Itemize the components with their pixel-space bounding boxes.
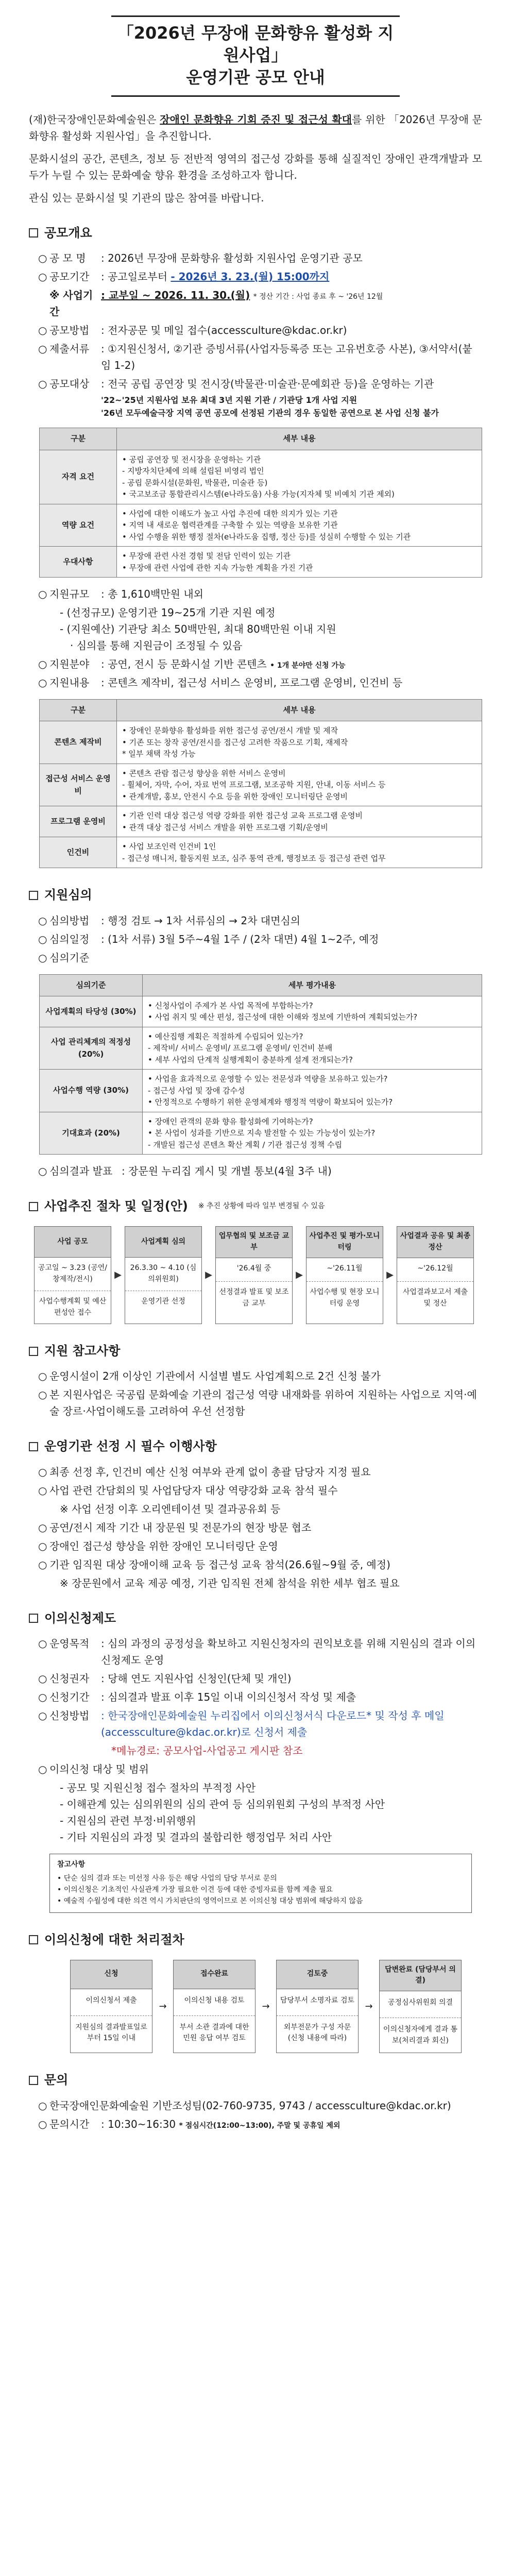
table-row bbox=[40, 721, 482, 764]
list-item-text: 세부 사업의 단계적 실행계획이 충분하게 설계 전개되는가? bbox=[155, 1055, 353, 1064]
list-item-text: - 공립 문화시설(문화원, 박물관, 미술관 등) bbox=[122, 478, 268, 487]
row-key: 심의기준 bbox=[49, 951, 90, 964]
row-value: 운영시설이 2개 이상인 기관에서 시설별 별도 사업계획으로 2건 신청 불가 bbox=[49, 1370, 381, 1383]
flow-step bbox=[70, 1960, 152, 2054]
table-row-label: 콘텐츠 제작비 bbox=[40, 721, 117, 764]
requirement-note: ※ 장문원에서 교육 제공 예정, 기관 임직원 전체 참석을 위한 세부 협조 필요 bbox=[60, 1577, 400, 1589]
arrow-right-icon: ▶ bbox=[205, 1269, 212, 1281]
row-value: : 10:30~16:30 bbox=[101, 2117, 176, 2130]
table-header: 세부 평가내용 bbox=[143, 974, 482, 996]
funding-row: ○ 지원규모 : 총 1,610백만원 내외 bbox=[38, 586, 482, 602]
notes-row: ○ 본 지원사업은 국공립 문화예술 기관의 접근성 역량 내재화를 위하여 지원하는 사업으로 지역·예술 장르·사업이해도를 고려하여 우선 선정함 bbox=[38, 1386, 482, 1419]
overview-footnote: '26년 모두예술극장 지역 공연 공모에 선정된 기관의 경우 동일한 공연으로 본 사업 신청 불가 bbox=[101, 408, 439, 418]
table-row-label: 사업수행 역량 (30%) bbox=[40, 1070, 143, 1112]
row-key: 공모방법 bbox=[49, 324, 90, 336]
flow-step-desc: 사업수행 및 현장 모니터링 운영 bbox=[310, 1287, 380, 1308]
requirement-row: ○ 공연/전시 제작 기간 내 장문원 및 전문가의 현장 방문 협조 bbox=[38, 1519, 482, 1536]
requirement-note: ※ 사업 선정 이후 오리엔테이션 및 결과공유회 등 bbox=[60, 1502, 281, 1515]
reference-item: • 단순 심의 결과 또는 미선정 사유 등은 해당 사업의 담당 부서로 문의 bbox=[57, 1874, 277, 1883]
arrow-right-icon: ▶ bbox=[114, 1269, 122, 1281]
section-header-overview bbox=[29, 224, 482, 243]
list-item-text: 본 사업이 성과를 기반으로 지속 발전할 수 있는 가능성이 있는가? bbox=[155, 1128, 376, 1138]
intro-underline: 장애인 문화향유 기회 증진 및 접근성 확대 bbox=[160, 113, 352, 126]
flow-step bbox=[173, 1960, 256, 2054]
table-row-label: 사업 관리체계의 적정성 (20%) bbox=[40, 1027, 143, 1070]
appeal-row: ○ 신청권자 : 당해 연도 지원사업 신청인(단체 및 개인) bbox=[38, 1670, 482, 1687]
table-header: 세부 내용 bbox=[117, 700, 482, 721]
table-header: 심의기준 bbox=[40, 974, 143, 996]
table-row-label: 사업계획의 타당성 (30%) bbox=[40, 996, 143, 1027]
row-value: : 공고일로부터 bbox=[101, 270, 171, 283]
row-key: 공 모 명 bbox=[49, 251, 86, 264]
appeal-process-flow bbox=[70, 1960, 482, 2054]
row-key: 제출서류 bbox=[49, 342, 90, 355]
deadline-highlight: - 2026년 3. 23.(월) 15:00까지 bbox=[171, 270, 330, 283]
list-item: • 신청사업이 주제가 본 사업 목적에 부합하는가? bbox=[148, 1001, 313, 1010]
list-item: • 사업에 대한 이해도가 높고 사업 추진에 대한 의지가 있는 기관 bbox=[122, 509, 338, 518]
title-box bbox=[111, 15, 400, 97]
row-value: : 행정 검토 → 1차 서류심의 → 2차 대면심의 bbox=[101, 914, 301, 927]
row-key: 심의결과 발표 bbox=[49, 1165, 113, 1178]
list-item-text: 관객 대상 접근성 서비스 개발을 위한 프로그램 기획/운영비 bbox=[129, 822, 328, 832]
square-bullet-icon bbox=[29, 1202, 38, 1211]
reference-text: 단순 심의 결과 또는 미선정 사유 등은 해당 사업의 담당 부서로 문의 bbox=[63, 1874, 277, 1883]
flow-step-title: 접수완료 bbox=[174, 1960, 255, 1989]
list-item-text: 사업에 대한 이해도가 높고 사업 추진에 대한 의지가 있는 기관 bbox=[129, 509, 338, 518]
list-item-text: 일부 채택 작성 가능 bbox=[128, 749, 196, 759]
overview-rows bbox=[29, 250, 482, 420]
overview-row: ○ 제출서류 : ①지원신청서, ②기관 증빙서류(사업자등록증 또는 고유번호증 사본), ③서약서(붙임 1-2) bbox=[38, 341, 482, 374]
flow-step-title: 검토중 bbox=[277, 1960, 358, 1989]
table-row-label: 역량 요건 bbox=[40, 504, 117, 547]
row-key: 신청권자 bbox=[49, 1672, 90, 1685]
notice-title-line2: 운영기관 공모 안내 bbox=[186, 67, 325, 88]
list-item-text: 지역 내 새로운 협력관계를 구축할 수 있는 역량을 보유한 기관 bbox=[129, 520, 338, 530]
row-key: 문의시간 bbox=[49, 2117, 90, 2130]
menu-path-note: *메뉴경로: 공모사업-사업공고 게시판 참조 bbox=[111, 1744, 303, 1757]
section-title: 운영기관 선정 시 필수 이행사항 bbox=[44, 1439, 217, 1454]
appeal-scope-item: - 이해관계 있는 심의위원의 심의 관여 등 심의위원회 구성의 부적정 사안 bbox=[60, 1798, 385, 1810]
arrow-right-icon: → bbox=[365, 2001, 373, 2012]
requirement-row: ○ 최종 선정 후, 인건비 예산 신청 여부와 관계 없이 총괄 담당자 지정 필요 bbox=[38, 1464, 482, 1480]
list-item-text: 공립 공연장 및 전시장을 운영하는 기관 bbox=[129, 454, 261, 464]
row-note: • 1개 분야만 신청 가능 bbox=[270, 662, 346, 670]
row-value: : 한국장애인문화예술원 누리집에서 이의신청서식 다운로드* 및 작성 후 메일(accessculture@kdac.or.kr)로 신청서 제출 bbox=[101, 1709, 445, 1738]
appeal-scope-item: - 공모 및 지원신청 접수 절차의 부적정 사안 bbox=[60, 1781, 256, 1794]
flow-step-date: ~'26.11월 bbox=[306, 1258, 383, 1282]
notice-title-line1: 「2026년 무장애 문화향유 활성화 지원사업」 bbox=[117, 23, 394, 65]
flow-step bbox=[215, 1226, 293, 1324]
flow-step-desc: 운영기관 선정 bbox=[141, 1297, 185, 1306]
overview-footnote: '22~'25년 지원사업 보유 최대 3년 지원 기관 / 기관당 1개 사업 지원 bbox=[101, 395, 357, 405]
row-value: : 총 1,610백만원 내외 bbox=[101, 588, 203, 601]
overview-row: ○ 공모대상 : 전국 공립 공연장 및 전시장(박물관·미술관·문예회관 등)을 운영하는 기관 bbox=[38, 376, 482, 392]
list-item-text: - 개발된 접근성 콘텐츠 확산 계획 / 기관 접근성 정책 수립 bbox=[148, 1140, 342, 1149]
list-item-text: 장애인 관객의 문화 향유 활성화에 기여하는가? bbox=[155, 1116, 313, 1126]
section-title: 이의신청에 대한 처리절차 bbox=[44, 1932, 184, 1947]
row-value: : 교부일 ~ 2026. 11. 30.(월) bbox=[101, 289, 250, 301]
table-row-label: 접근성 서비스 운영비 bbox=[40, 764, 117, 806]
requirement-row: ○ 사업 관련 간담회의 및 사업담당자 대상 역량강화 교육 참석 필수 bbox=[38, 1482, 482, 1499]
row-value: : 공연, 전시 등 문화시설 기반 콘텐츠 bbox=[101, 658, 267, 671]
overview-row: ○ 공 모 명 : 2026년 무장애 문화향유 활성화 지원사업 운영기관 공모 bbox=[38, 250, 482, 266]
row-key: ※ 사업기간 bbox=[49, 289, 93, 318]
intro-paragraph-3: 관심 있는 문화시설 및 기관의 많은 참여를 바랍니다. bbox=[29, 191, 264, 204]
list-item-text: - 제작비/ 서비스 운영비/ 프로그램 운영비/ 인건비 분배 bbox=[148, 1043, 333, 1053]
square-bullet-icon bbox=[29, 1442, 38, 1451]
list-item: * 일부 채택 작성 가능 bbox=[122, 749, 196, 759]
section-title: 사업추진 절차 및 일정(안) bbox=[44, 1199, 188, 1214]
section-title: 이의신청제도 bbox=[44, 1611, 116, 1625]
intro-paragraph-2: 문화시설의 공간, 콘텐츠, 정보 등 전반적 영역의 접근성 강화를 통해 실질적인 장애인 관객개발과 모두가 누릴 수 있는 문화예술 향유 환경을 조성하고자 합니다. bbox=[29, 152, 482, 181]
list-item: • 무장애 관련 사업에 관한 지속 가능한 계획을 가진 기관 bbox=[122, 563, 313, 572]
row-key: 심의방법 bbox=[49, 914, 90, 927]
list-item bbox=[122, 465, 476, 477]
list-item-text: 국고보조금 통합관리시스템(e나라도움) 사용 가능(지자체 및 비예치 기관 제외) bbox=[129, 489, 395, 499]
intro-text: 를 위한 「2026년 무장애 문화향유 활성화 지원사업」을 추진합니다. bbox=[29, 113, 483, 142]
row-value: : (1차 서류) 3월 5주~4월 1주 / (2차 대면) 4월 1~2주, 예정 bbox=[101, 933, 379, 945]
table-header-row bbox=[40, 428, 482, 450]
row-value: : 심의결과 발표 이후 15일 이내 이의신청서 작성 및 제출 bbox=[101, 1690, 356, 1703]
flow-step bbox=[276, 1960, 359, 2054]
appeal-row: ○ 운영목적 : 심의 과정의 공정성을 확보하고 지원신청자의 권익보호를 위해 지원심의 결과 이의신청제도 운영 bbox=[38, 1635, 482, 1668]
list-item-text: 기존 또는 창작 공연/전시를 접근성 고려한 작품으로 기획, 재제작 bbox=[129, 737, 348, 747]
row-value: : 심의 과정의 공정성을 확보하고 지원신청자의 권익보호를 위해 지원심의 결과 이의신청제도 운영 bbox=[101, 1637, 476, 1666]
appeal-scope-item: - 지원심의 관련 부정·비위행위 bbox=[60, 1814, 196, 1827]
row-value bbox=[101, 950, 482, 966]
flow-step-desc: 담당부서 소명자료 검토 bbox=[277, 1989, 358, 2016]
list-item: • 사업 취지 및 예산 편성, 접근성에 대한 이해와 정보에 기반하여 계획되었는가? bbox=[148, 1012, 418, 1022]
list-item-text: 사업 취지 및 예산 편성, 접근성에 대한 이해와 정보에 기반하여 계획되었는가? bbox=[155, 1012, 418, 1022]
list-item: • 사업을 효과적으로 운영할 수 있는 전문성과 역량을 보유하고 있는가? bbox=[148, 1074, 388, 1084]
notes-row: ○ 운영시설이 2개 이상인 기관에서 시설별 별도 사업계획으로 2건 신청 불가 bbox=[38, 1368, 482, 1384]
row-value: : 전자공문 및 메일 접수(accessculture@kdac.or.kr) bbox=[101, 324, 347, 336]
appeal-row: ○ 이의신청 대상 및 범위 bbox=[38, 1761, 482, 1777]
flow-step-title: 사업계획 심의 bbox=[125, 1227, 201, 1258]
row-key: 지원분야 bbox=[49, 658, 90, 671]
row-note: * 점심시간(12:00~13:00), 주말 및 공휴일 제외 bbox=[179, 2121, 340, 2130]
flow-step-title: 사업 공모 bbox=[35, 1227, 111, 1258]
flow-step-desc: 이의신청서 제출 bbox=[71, 1989, 152, 2016]
list-item bbox=[122, 853, 476, 865]
arrow-right-icon: → bbox=[262, 2001, 270, 2012]
eligibility-table bbox=[39, 428, 482, 578]
support-content-table bbox=[39, 699, 482, 868]
flow-step bbox=[379, 1960, 462, 2054]
flow-step-desc: 외부전문가 구성 자문 (신청 내용에 따라) bbox=[283, 2023, 351, 2043]
table-row-label: 인건비 bbox=[40, 837, 117, 868]
funding-rows bbox=[29, 586, 482, 691]
funding-detail: · 심의를 통해 지원금이 조정될 수 있음 bbox=[70, 639, 243, 652]
overview-row: ○ 공모방법 : 전자공문 및 메일 접수(accessculture@kdac.or.kr) bbox=[38, 322, 482, 338]
arrow-right-icon: ▶ bbox=[386, 1269, 394, 1281]
list-item: • 예산집행 계획은 적절하게 수립되어 있는가? bbox=[148, 1031, 303, 1041]
reference-text: 예술적 수월성에 대한 의견 역시 가치판단의 영역이므로 본 이의신청 대상 범위에 해당하지 않음 bbox=[63, 1896, 363, 1905]
reference-item: • 예술적 수월성에 대한 의견 역시 가치판단의 영역이므로 본 이의신청 대상 범위에 해당하지 않음 bbox=[57, 1896, 363, 1905]
row-key: 운영목적 bbox=[49, 1637, 90, 1650]
flow-step-desc: 공정심사위원회 의결 bbox=[380, 1991, 461, 2018]
funding-row: ○ 지원분야 : 공연, 전시 등 문화시설 기반 콘텐츠 • 1개 분야만 신청 가능 bbox=[38, 656, 482, 672]
section-header-notes bbox=[29, 1342, 482, 1361]
flow-step-date: '26.4월 중 bbox=[216, 1258, 292, 1282]
list-item-text: 장애인 문화향유 활성화를 위한 접근성 공연/전시 개발 및 제작 bbox=[129, 726, 338, 736]
list-item bbox=[148, 1085, 476, 1097]
list-item-text: 무장애 관련 사업에 관한 지속 가능한 계획을 가진 기관 bbox=[129, 563, 313, 572]
row-value: 최종 선정 후, 인건비 예산 신청 여부와 관계 없이 총괄 담당자 지정 필요 bbox=[49, 1465, 371, 1478]
flow-step bbox=[306, 1226, 383, 1324]
funding-detail: - (지원예산) 기관당 최소 50백만원, 최대 80백만원 이내 지원 bbox=[60, 623, 336, 636]
section-header-schedule bbox=[29, 1197, 482, 1216]
list-item-text: 사업을 효과적으로 운영할 수 있는 전문성과 역량을 보유하고 있는가? bbox=[155, 1074, 388, 1084]
section-title: 지원 참고사항 bbox=[44, 1344, 121, 1359]
reference-item: • 이의신청은 기초적인 사실관계 가장 필요한 이견 등에 대한 증빙자료를 함께 제출 필요 bbox=[57, 1886, 333, 1894]
review-row: ○ 심의방법 : 행정 검토 → 1차 서류심의 → 2차 대면심의 bbox=[38, 912, 482, 929]
list-item-text: 예산집행 계획은 적절하게 수립되어 있는가? bbox=[155, 1031, 303, 1041]
list-item-text: 사업 보조인력 인건비 1인 bbox=[129, 842, 216, 852]
table-row bbox=[40, 764, 482, 806]
table-row-label: 기대효과 (20%) bbox=[40, 1112, 143, 1155]
flow-step-date: 26.3.30 ~ 4.10 (심의위원회) bbox=[125, 1258, 201, 1291]
list-item: • 세부 사업의 단계적 실행계획이 충분하게 설계 전개되는가? bbox=[148, 1055, 353, 1064]
reference-title: 참고사항 bbox=[57, 1860, 86, 1869]
section-header-requirements bbox=[29, 1437, 482, 1456]
section-title: 지원심의 bbox=[44, 888, 92, 903]
flow-step bbox=[397, 1226, 474, 1324]
table-header: 구분 bbox=[40, 700, 117, 721]
list-item: • 장애인 관객의 문화 향유 활성화에 기여하는가? bbox=[148, 1116, 313, 1126]
square-bullet-icon bbox=[29, 1614, 38, 1623]
list-item-text: 무장애 관련 사전 경험 및 전담 인력이 있는 기관 bbox=[129, 551, 291, 561]
table-row bbox=[40, 806, 482, 837]
list-item-text: 콘텐츠 관람 접근성 향상을 위한 서비스 운영비 bbox=[129, 768, 286, 778]
row-key: 공모기간 bbox=[49, 270, 90, 283]
square-bullet-icon bbox=[29, 2076, 38, 2085]
contact-row: ○ 문의시간 : 10:30~16:30 * 점심시간(12:00~13:00), 주말 및 공휴일 제외 bbox=[38, 2116, 482, 2132]
square-bullet-icon bbox=[29, 1347, 38, 1356]
appeal-scope-item: - 기타 지원심의 과정 및 결과의 불합리한 행정업무 처리 사안 bbox=[60, 1831, 332, 1843]
review-criteria-table bbox=[39, 974, 482, 1155]
schedule-flow bbox=[34, 1226, 482, 1324]
list-item-text: 안정적으로 수행하기 위한 운영체계와 행정적 역량이 확보되어 있는가? bbox=[155, 1097, 393, 1107]
row-value: 본 지원사업은 국공립 문화예술 기관의 접근성 역량 내재화를 위하여 지원하는 사업으로 지역·예술 장르·사업이해도를 고려하여 우선 선정함 bbox=[49, 1388, 477, 1418]
list-item-text: - 지방자치단체에 의해 설립된 비영리 법인 bbox=[122, 466, 264, 476]
list-item-text: - 접근성 사업 및 장애 감수성 bbox=[148, 1086, 245, 1095]
row-key: 지원내용 bbox=[49, 676, 90, 689]
review-row: ○ 심의일정 : (1차 서류) 3월 5주~4월 1주 / (2차 대면) 4월 1~2주, 예정 bbox=[38, 931, 482, 947]
flow-step-desc: 이의신청 내용 검토 bbox=[174, 1989, 255, 2016]
table-row bbox=[40, 837, 482, 868]
overview-row: ○ 공모기간 : 공고일로부터 - 2026년 3. 23.(월) 15:00까지 bbox=[38, 268, 482, 285]
funding-row: ○ 지원내용 : 콘텐츠 제작비, 접근성 서비스 운영비, 프로그램 운영비, 인건비 등 bbox=[38, 674, 482, 691]
section-header-contact bbox=[29, 2071, 482, 2090]
list-item-text: 기관 인력 대상 접근성 역량 강화를 위한 접근성 교육 프로그램 운영비 bbox=[129, 811, 363, 821]
intro bbox=[29, 111, 482, 206]
list-item bbox=[148, 1139, 476, 1151]
section-title: 공모개요 bbox=[44, 225, 92, 240]
list-item: • 사업 보조인력 인건비 1인 bbox=[122, 842, 216, 852]
square-bullet-icon bbox=[29, 1935, 38, 1944]
contact-row: ○ 한국장애인문화예술원 기반조성팀(02-760-9735, 9743 / accessculture@kdac.or.kr) bbox=[38, 2097, 482, 2114]
schedule-legend: ※ 추진 상황에 따라 일부 변경될 수 있음 bbox=[198, 1202, 325, 1211]
row-value: : 당해 연도 지원사업 신청인(단체 및 개인) bbox=[101, 1672, 292, 1685]
row-value: 장애인 접근성 향상을 위한 장애인 모니터링단 운영 bbox=[49, 1539, 278, 1552]
review-result-row: ○ 심의결과 발표 : 장문원 누리집 게시 및 개별 통보(4월 3주 내) bbox=[38, 1163, 482, 1179]
row-value: 사업 관련 간담회의 및 사업담당자 대상 역량강화 교육 참석 필수 bbox=[49, 1484, 338, 1497]
section-title: 문의 bbox=[44, 2073, 69, 2088]
list-item: • 장애인 문화향유 활성화를 위한 접근성 공연/전시 개발 및 제작 bbox=[122, 726, 338, 736]
flow-step bbox=[125, 1226, 202, 1324]
flow-step bbox=[34, 1226, 111, 1324]
arrow-right-icon: ▶ bbox=[296, 1269, 303, 1281]
table-row-label: 자격 요건 bbox=[40, 450, 117, 504]
section-header-review bbox=[29, 886, 482, 905]
intro-text: (재)한국장애인문화예술원은 bbox=[29, 113, 160, 126]
overview-row bbox=[38, 287, 482, 320]
square-bullet-icon bbox=[29, 891, 38, 900]
list-item-text: - 휠체어, 자막, 수어, 자료 번역 프로그램, 보조공학 지원, 안내, 이동 서비스 등 bbox=[122, 780, 386, 790]
row-value: 이의신청 대상 및 범위 bbox=[49, 1762, 149, 1775]
list-item: • 국고보조금 통합관리시스템(e나라도움) 사용 가능(지자체 및 비예치 기관 제외) bbox=[122, 489, 395, 499]
list-item: • 무장애 관련 사전 경험 및 전담 인력이 있는 기관 bbox=[122, 551, 291, 561]
list-item: • 관객 대상 접근성 서비스 개발을 위한 프로그램 기획/운영비 bbox=[122, 822, 328, 832]
list-item: • 기존 또는 창작 공연/전시를 접근성 고려한 작품으로 기획, 재제작 bbox=[122, 737, 348, 747]
flow-step-date: ~'26.12월 bbox=[397, 1258, 473, 1282]
row-value: : 콘텐츠 제작비, 접근성 서비스 운영비, 프로그램 운영비, 인건비 등 bbox=[101, 676, 403, 689]
table-row bbox=[40, 547, 482, 578]
list-item: • 콘텐츠 관람 접근성 향상을 위한 서비스 운영비 bbox=[122, 768, 286, 778]
flow-step-desc: 사업수행계획 및 예산편성안 접수 bbox=[39, 1297, 107, 1317]
reference-text: 이의신청은 기초적인 사실관계 가장 필요한 이견 등에 대한 증빙자료를 함께 제출 필요 bbox=[63, 1886, 333, 1894]
table-row-label: 프로그램 운영비 bbox=[40, 806, 117, 837]
reference-box bbox=[49, 1854, 472, 1913]
list-item: • 안정적으로 수행하기 위한 운영체계와 행정적 역량이 확보되어 있는가? bbox=[148, 1097, 393, 1107]
row-key: 심의일정 bbox=[49, 933, 90, 945]
flow-step-desc: 부서 소관 결과에 대한 민원 응답 여부 검토 bbox=[179, 2023, 249, 2043]
flow-step-title: 사업추진 및 평가·모니터링 bbox=[306, 1227, 383, 1258]
list-item: • 사업 수행을 위한 행정 절차(e나라도움 집행, 정산 등)를 성실히 수행할 수 있는 기관 bbox=[122, 532, 411, 541]
requirement-row: ○ 장애인 접근성 향상을 위한 장애인 모니터링단 운영 bbox=[38, 1538, 482, 1554]
list-item: • 관계개발, 홍보, 안전시 수요 등을 위한 장애인 모니터링단 운영비 bbox=[122, 791, 348, 801]
list-item: • 지역 내 새로운 협력관계를 구축할 수 있는 역량을 보유한 기관 bbox=[122, 520, 338, 530]
table-row bbox=[40, 504, 482, 547]
section-header-appeal-process bbox=[29, 1930, 482, 1950]
list-item: • 기관 인력 대상 접근성 역량 강화를 위한 접근성 교육 프로그램 운영비 bbox=[122, 811, 363, 821]
flow-step-date: 공고일 ~ 3.23 (공연/창제작/전시) bbox=[35, 1258, 111, 1291]
requirement-row: ○ 기관 임직원 대상 장애이해 교육 등 접근성 교육 참석(26.6월~9월 중, 예정) bbox=[38, 1556, 482, 1573]
appeal-row: ○ 신청기간 : 심의결과 발표 이후 15일 이내 이의신청서 작성 및 제출 bbox=[38, 1689, 482, 1705]
list-item-text: 사업 수행을 위한 행정 절차(e나라도움 집행, 정산 등)를 성실히 수행할 수 있는 기관 bbox=[129, 532, 411, 541]
list-item bbox=[148, 1042, 476, 1054]
table-row bbox=[40, 1112, 482, 1155]
intro-paragraph-1 bbox=[29, 111, 482, 144]
list-item bbox=[122, 779, 476, 791]
flow-step-desc: 이의신청자에게 결과 통보(처리결과 회신) bbox=[383, 2025, 458, 2045]
list-item-text: - 접근성 매니저, 활동지원 보조, 심주 통역 관계, 행정보조 등 접근성 관련 업무 bbox=[122, 853, 386, 863]
table-header-row bbox=[40, 700, 482, 721]
row-value: : 2026년 무장애 문화향유 활성화 지원사업 운영기관 공모 bbox=[101, 251, 363, 264]
list-item: • 본 사업이 성과를 기반으로 지속 발전할 수 있는 가능성이 있는가? bbox=[148, 1128, 376, 1138]
row-value: : ①지원신청서, ②기관 증빙서류(사업자등록증 또는 고유번호증 사본), ③서약서(붙임 1-2) bbox=[101, 342, 472, 371]
list-item: • 공립 공연장 및 전시장을 운영하는 기관 bbox=[122, 454, 261, 464]
row-value: : 장문원 누리집 게시 및 개별 통보(4월 3주 내) bbox=[122, 1165, 332, 1178]
row-value: 공연/전시 제작 기간 내 장문원 및 전문가의 현장 방문 협조 bbox=[49, 1521, 312, 1534]
table-header: 구분 bbox=[40, 428, 117, 450]
appeal-row: ○ 신청방법 : 한국장애인문화예술원 누리집에서 이의신청서식 다운로드* 및 작성 후 메일(accessculture@kdac.or.kr)로 신청서 제출 bbox=[38, 1707, 482, 1740]
table-header-row bbox=[40, 974, 482, 996]
funding-detail: - (선정규모) 운영기관 19~25개 기관 지원 예정 bbox=[60, 606, 276, 619]
row-value: : 전국 공립 공연장 및 전시장(박물관·미술관·문예회관 등)을 운영하는 기관 bbox=[101, 377, 434, 390]
section-header-appeal bbox=[29, 1609, 482, 1628]
row-key: 지원규모 bbox=[49, 588, 90, 601]
table-row bbox=[40, 450, 482, 504]
row-key: 신청기간 bbox=[49, 1690, 90, 1703]
table-row-label: 우대사항 bbox=[40, 547, 117, 578]
flow-step-desc: 지원심의 결과발표일로부터 15일 이내 bbox=[75, 2023, 147, 2043]
list-item-text: 관계개발, 홍보, 안전시 수요 등을 위한 장애인 모니터링단 운영비 bbox=[129, 791, 348, 801]
list-item-text: 신청사업이 주제가 본 사업 목적에 부합하는가? bbox=[155, 1001, 313, 1010]
flow-step-desc: 선정결과 발표 및 보조금 교부 bbox=[219, 1287, 289, 1308]
row-note: * 정산 기간 : 사업 종료 후 ~ '26년 12월 bbox=[253, 292, 383, 301]
table-header: 세부 내용 bbox=[117, 428, 482, 450]
list-item bbox=[122, 477, 476, 489]
row-key: 신청방법 bbox=[49, 1709, 90, 1722]
contact-value: 한국장애인문화예술원 기반조성팀(02-760-9735, 9743 / accessculture@kdac.or.kr) bbox=[49, 2099, 451, 2112]
square-bullet-icon bbox=[29, 228, 38, 238]
flow-step-title: 사업결과 공유 및 최종 정산 bbox=[397, 1227, 473, 1258]
flow-step-title: 답변완료 (담당부서 의결) bbox=[380, 1960, 461, 1991]
table-row bbox=[40, 1027, 482, 1070]
table-row bbox=[40, 996, 482, 1027]
review-row: ○ 심의기준 bbox=[38, 950, 482, 966]
flow-step-desc: 사업결과보고서 제출 및 정산 bbox=[402, 1287, 468, 1308]
row-value: 기관 임직원 대상 장애이해 교육 등 접근성 교육 참석(26.6월~9월 중, 예정) bbox=[49, 1558, 390, 1571]
flow-step-title: 신청 bbox=[71, 1960, 152, 1989]
arrow-right-icon: → bbox=[159, 2001, 167, 2012]
row-key: 공모대상 bbox=[49, 377, 90, 390]
table-row bbox=[40, 1070, 482, 1112]
flow-step-title: 업무협의 및 보조금 교부 bbox=[216, 1227, 292, 1258]
